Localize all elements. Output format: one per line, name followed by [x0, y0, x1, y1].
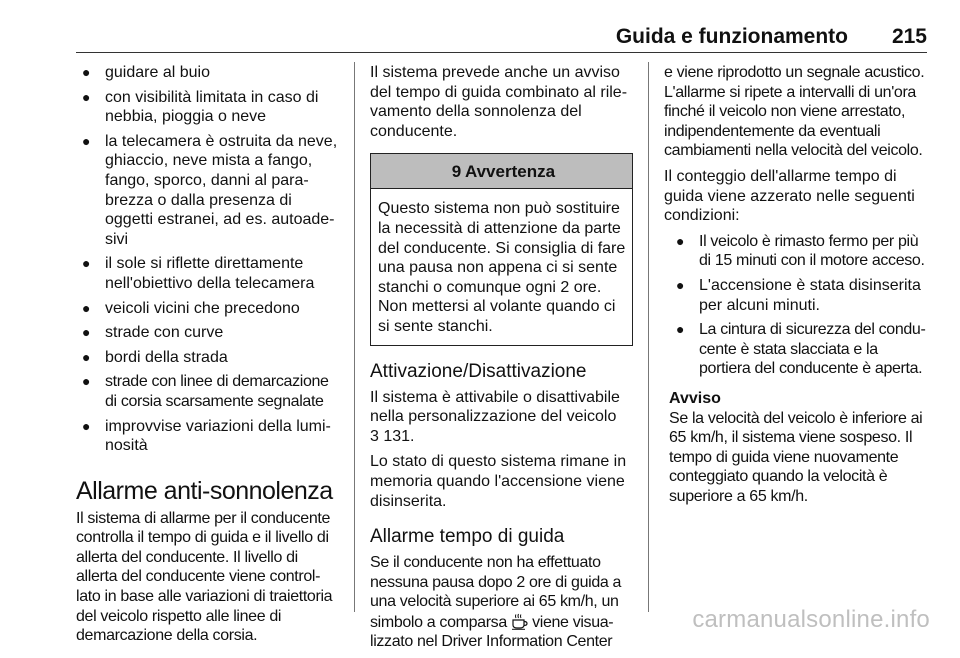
- bullet-icon: ●: [82, 255, 91, 272]
- page-number: 215: [891, 25, 927, 48]
- list-item: ● strade con linee di demarcazione di corsia scarsamente segnalate: [82, 373, 329, 410]
- activation-paragraph: Il sistema è attivabile o disattivabile nella personalizzazione del veicolo 3 131.: [370, 388, 620, 445]
- list-item: ● il sole si riflette direttamente nell'obiettivo della telecamera: [82, 255, 315, 292]
- column-divider-2: [648, 62, 649, 612]
- driving-time-paragraph: Se il conducente non ha effettuato nessuna pausa dopo 2 ore di guida a una velocità superiore ai 65 km/h, un simbolo a comparsa viene visualizzato nel Driver Information Center: [370, 554, 622, 651]
- section-heading-drowsiness: Allarme anti-sonnolenza: [76, 476, 333, 505]
- warning-title: Avvertenza: [464, 161, 556, 181]
- list-item: ● la telecamera è ostruita da neve, ghiaccio, neve mista a fango, fango, sporco, danni al parabrezza o dalla presenza di oggetti estranei, ad es. autoadesivi: [82, 132, 338, 248]
- drowsiness-paragraph: Il sistema di allarme per il conducente controlla il tempo di guida e il livello di allerta del conducente. Il livello di allerta del conducente viene controllato in base alle variazioni di traiettoria del veicolo rispetto alle linee di demarcazione della corsia.: [76, 509, 333, 645]
- list-item: ● strade con curve: [82, 324, 224, 342]
- reset-conditions-list: [664, 232, 927, 379]
- list-item: ● veicoli vicini che precedono: [82, 299, 300, 317]
- section-heading-activation: Attivazione/Disattivazione: [370, 360, 587, 382]
- column-divider-1: [354, 62, 355, 612]
- intro-paragraph: Il sistema prevede anche un avviso del tempo di guida combinato al rilevamento della sonnolenza del conducente.: [370, 64, 628, 140]
- coffee-cup-icon: [511, 612, 528, 630]
- bullet-icon: ●: [82, 64, 91, 80]
- conditions-list: [76, 63, 339, 456]
- reset-paragraph: Il conteggio dell'allarme tempo di guida viene azzerato nelle seguenti condizioni:: [664, 167, 915, 225]
- page-reference-link[interactable]: 3 131.: [370, 427, 415, 445]
- bullet-icon: ●: [82, 299, 91, 316]
- header-rule: [76, 52, 927, 53]
- column-1: [76, 63, 339, 652]
- warning-header: [371, 154, 632, 189]
- list-item: ● improvvise variazioni della luminosità: [82, 417, 331, 455]
- bullet-icon: ●: [82, 417, 91, 434]
- bullet-icon: ●: [82, 132, 91, 149]
- warning-text: Questo sistema non può sostituire la necessità di attenzione da parte del conducente. Si consiglia di fare una pausa non appena ci si sente stanchi o comunque ogni 2 ore. Non mettersi al volante quando ci si sente stanchi.: [378, 200, 626, 335]
- list-item: ● Il veicolo è rimasto fermo per più di 15 minuti con il motore acceso.: [676, 232, 925, 270]
- list-item: ● guidare al buio: [82, 64, 210, 81]
- section-heading-driving-time: Allarme tempo di guida: [370, 526, 565, 548]
- note-title: Avviso: [669, 389, 721, 407]
- note-text: Se la velocità del veicolo è inferiore ai 65 km/h, il sistema viene sospeso. Il tempo di guida viene nuovamente conteggiato quando la velocità è superiore a 65 km/h.: [669, 409, 923, 505]
- bullet-icon: ●: [82, 373, 91, 390]
- bullet-icon: ●: [676, 232, 685, 249]
- memory-paragraph: Lo stato di questo sistema rimane in memoria quando l'accensione viene disinserita.: [370, 453, 627, 510]
- bullet-icon: ●: [676, 276, 685, 293]
- bullet-icon: ●: [82, 88, 91, 105]
- header-title: Guida e funzionamento: [615, 25, 848, 48]
- list-item: ● bordi della strada: [82, 348, 228, 366]
- alarm-paragraph: e viene riprodotto un segnale acustico. L'allarme si ripete a intervalli di un'ora finché il veicolo non viene arrestato, indipendentemente da eventuali cambiamenti nella velocità del veicolo.: [664, 64, 925, 160]
- bullet-icon: ●: [676, 321, 685, 338]
- bullet-icon: ●: [82, 348, 91, 365]
- column-2: [370, 63, 633, 658]
- note: [669, 389, 927, 507]
- watermark: carmanualsonline.info: [692, 606, 930, 633]
- warning-icon: 9: [451, 161, 462, 181]
- list-item: ● La cintura di sicurezza del conducente è stata slacciata e la portiera del conducente è aperta.: [676, 321, 926, 378]
- list-item: ● con visibilità limitata in caso di nebbia, pioggia o neve: [82, 88, 319, 126]
- warning-box: [370, 153, 633, 345]
- list-item: ● L'accensione è stata disinserita per alcuni minuti.: [676, 276, 921, 314]
- bullet-icon: ●: [82, 324, 91, 341]
- column-3: [664, 63, 927, 506]
